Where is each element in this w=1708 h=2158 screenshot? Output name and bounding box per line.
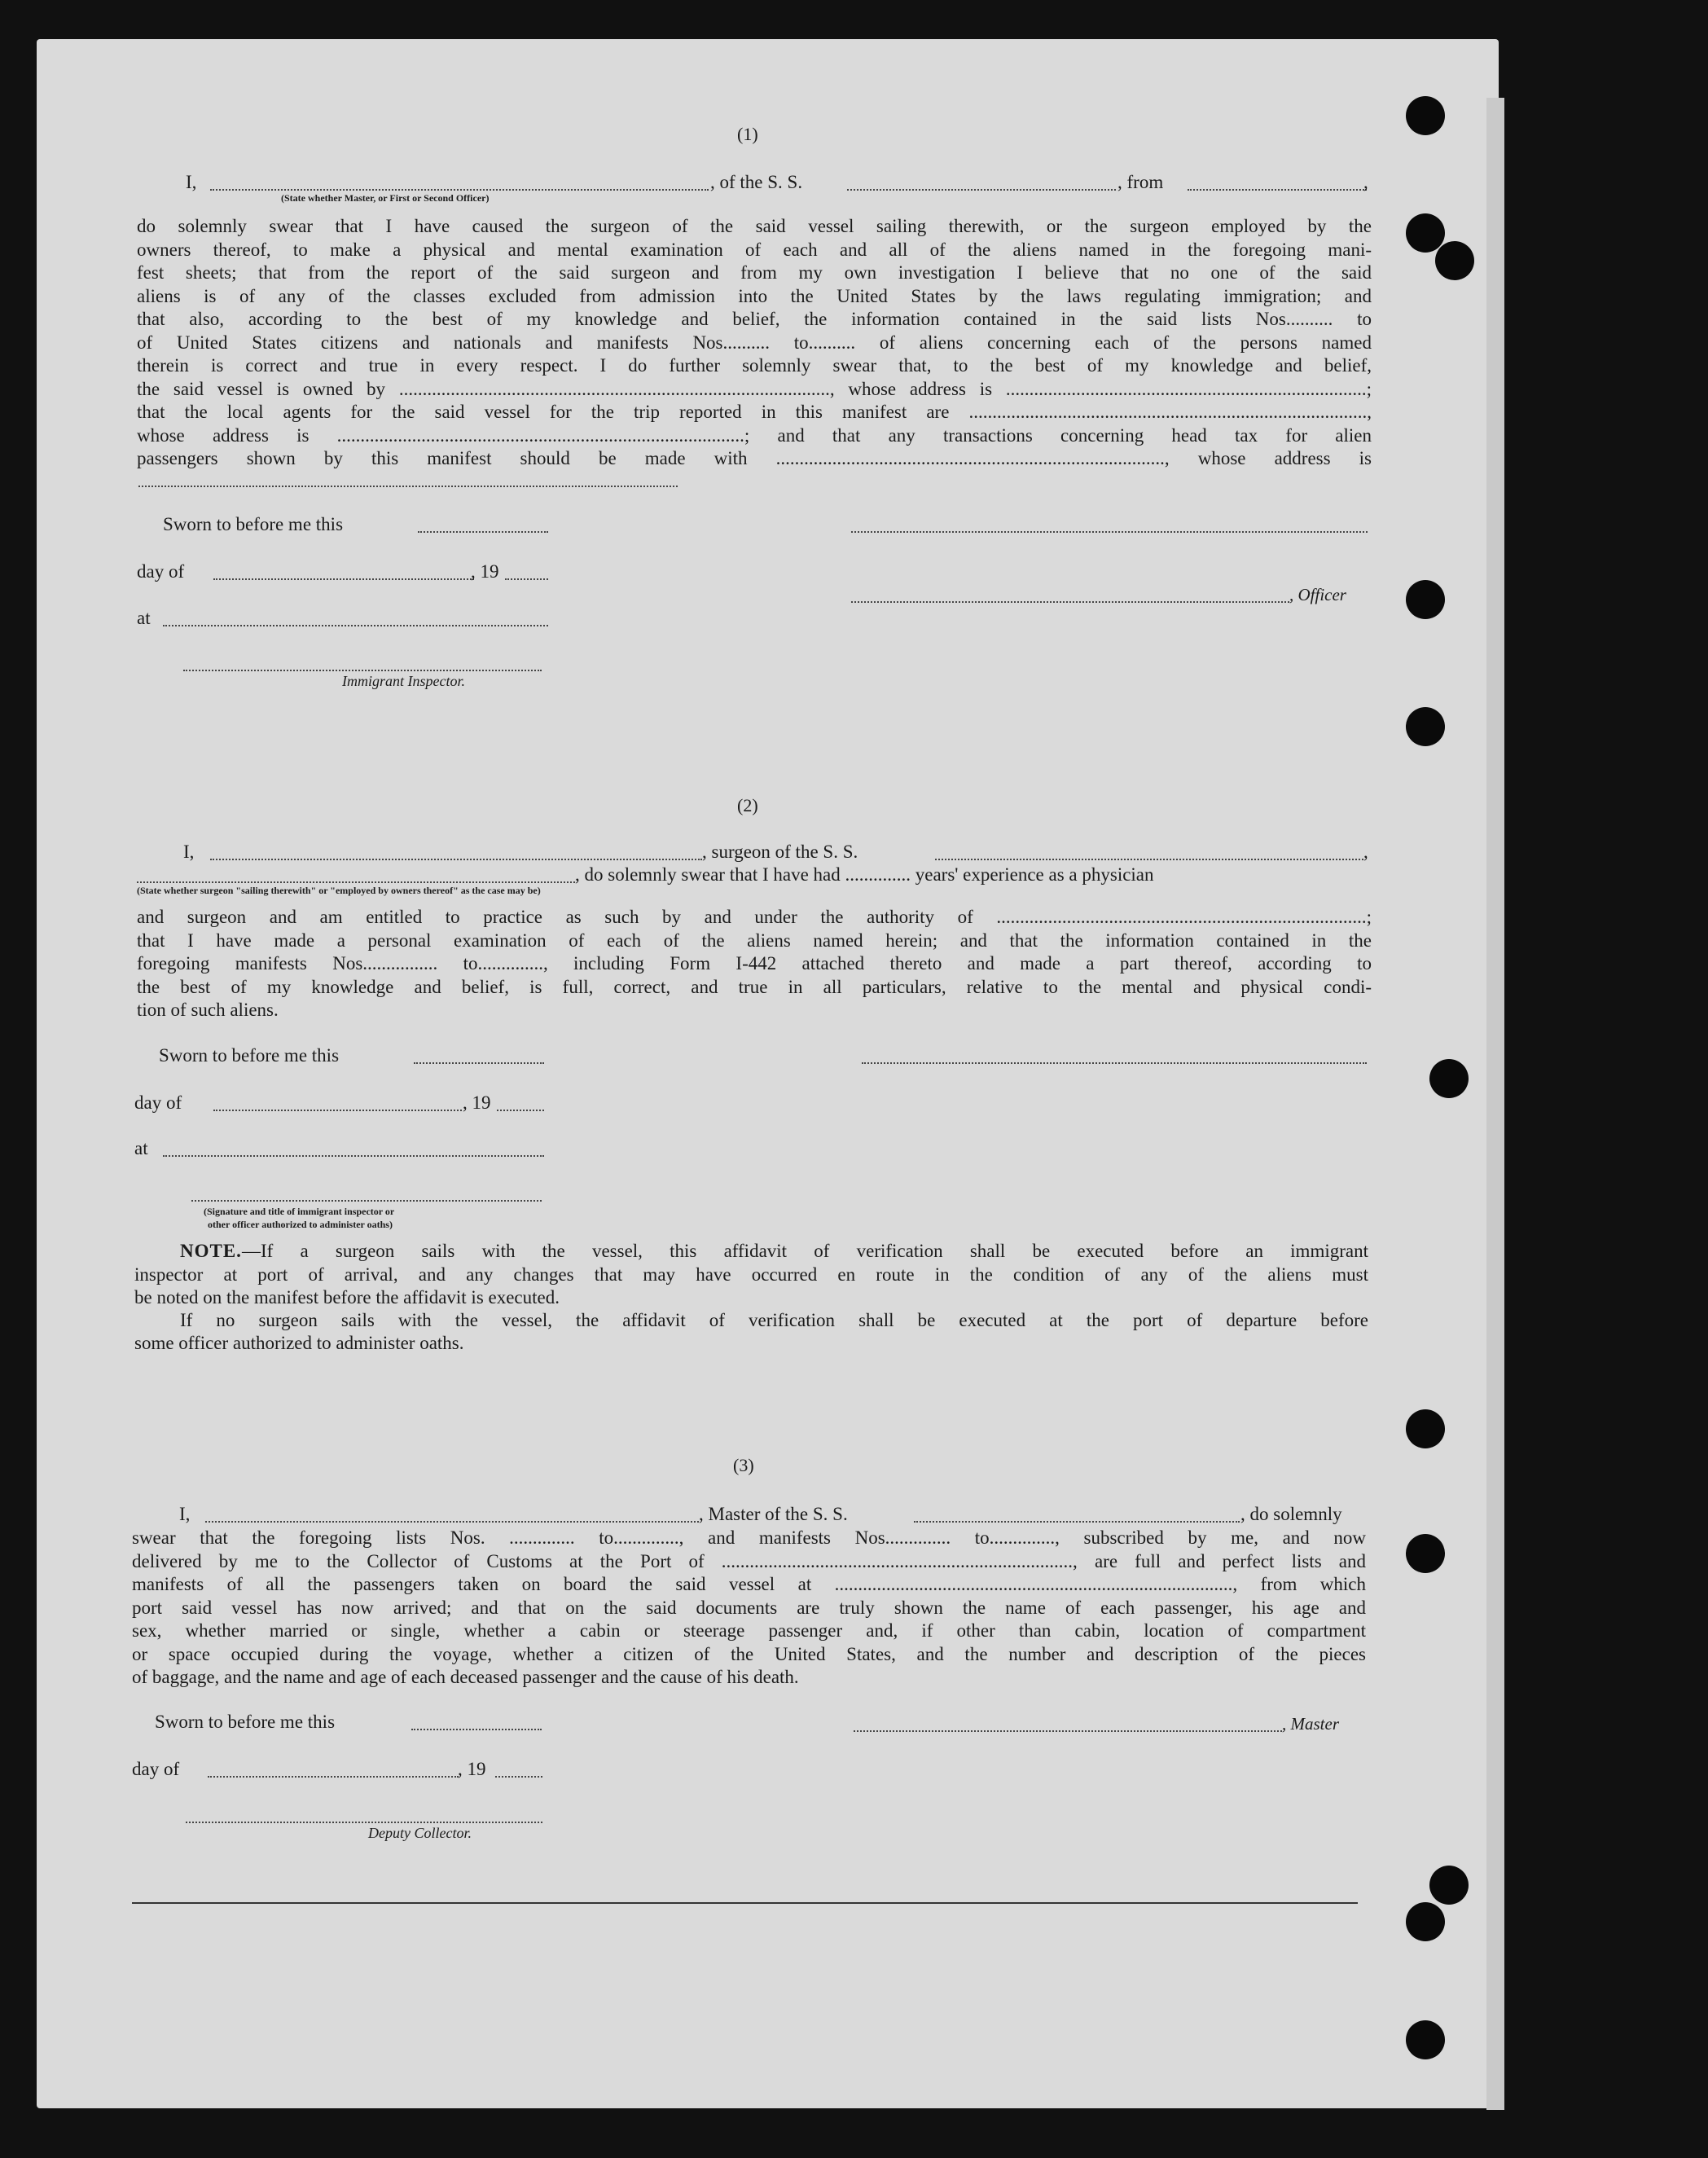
swear-line: , do solemnly swear that I have had .............. years' experience as a physician <box>575 864 1154 885</box>
punch-hole <box>1406 96 1445 135</box>
surgeon-label: , surgeon of the S. S. <box>702 842 858 862</box>
inspector-label: Immigrant Inspector. <box>342 673 465 689</box>
fill-line <box>495 1776 542 1778</box>
punch-hole <box>1406 213 1445 253</box>
fill-line <box>851 531 1368 533</box>
fill-line <box>1188 189 1367 191</box>
text-line: the best of my knowledge and belief, is full, correct, and true in all particulars, relative to the mental and physical condi- <box>137 976 1372 997</box>
text-line: owners thereof, to make a physical and mental examination of each and all of the aliens named in the foregoing mani- <box>137 239 1372 260</box>
fill-line <box>138 486 678 487</box>
trailing-comma: , <box>1363 842 1368 862</box>
text-line: tion of such aliens. <box>137 1000 279 1020</box>
punch-hole <box>1406 1902 1445 1941</box>
text-line: foregoing manifests Nos................ to.............., including Form I-442 attached thereto and made a part thereof, according to <box>137 953 1372 974</box>
sworn-label: Sworn to before me this <box>155 1712 336 1732</box>
signature-note: (Signature and title of immigrant inspector or <box>204 1206 395 1217</box>
bottom-rule <box>132 1902 1358 1904</box>
title-note: (State whether Master, or First or Second Officer) <box>281 192 490 204</box>
fill-line <box>205 1521 699 1523</box>
sworn-label: Sworn to before me this <box>163 514 344 534</box>
text-line: fest sheets; that from the report of the said surgeon and from my own investigation I believe that no one of the said <box>137 262 1372 283</box>
day-of-label: day of <box>134 1092 182 1113</box>
oath-prefix: I, <box>179 1504 191 1524</box>
fill-line <box>213 578 474 580</box>
at-label: at <box>137 608 151 628</box>
fill-line <box>505 578 548 580</box>
text-line: therein is correct and true in every respect. I do further solemnly swear that, to the best of my knowledge and belief, <box>137 355 1372 376</box>
text-line: of baggage, and the name and age of each deceased passenger and the cause of his death. <box>132 1667 799 1687</box>
text-line: some officer authorized to administer oaths. <box>134 1333 464 1353</box>
note-text <box>134 1240 1368 1286</box>
text-line: —If a surgeon sails with the vessel, this affidavit of verification shall be executed before an immigrant <box>241 1241 1368 1261</box>
text-line: of United States citizens and nationals and manifests Nos.......... to.......... of aliens concerning each of the persons named <box>137 332 1372 353</box>
oath-prefix: I, <box>183 842 195 862</box>
surgeon-signature-line <box>862 1062 1367 1064</box>
year-label: , 19 <box>458 1759 486 1779</box>
oath-prefix: I, <box>186 172 197 192</box>
text-line: do solemnly swear that I have caused the surgeon of the said vessel sailing therewith, or the surgeon employed by the <box>137 216 1372 236</box>
signature-note: other officer authorized to administer oaths) <box>208 1219 393 1230</box>
day-of-label: day of <box>132 1759 180 1779</box>
text-line: If no surgeon sails with the vessel, the affidavit of verification shall be executed at the port of departure before <box>180 1310 1368 1330</box>
fill-line <box>411 1729 542 1730</box>
sworn-label: Sworn to before me this <box>159 1045 340 1066</box>
from-label: , from <box>1117 172 1164 192</box>
fill-line <box>163 625 548 626</box>
at-label: at <box>134 1138 148 1158</box>
text-line: the said vessel is owned by ............................................................................................, whose address is .............................................................................; <box>137 378 1372 399</box>
fill-line <box>137 881 575 883</box>
punch-hole <box>1429 1866 1469 1905</box>
collector-label: Deputy Collector. <box>368 1825 472 1841</box>
text-line: delivered by me to the Collector of Customs at the Port of ..........................................................................., are full and perfect lists and <box>132 1550 1366 1571</box>
year-label: , 19 <box>471 561 499 582</box>
officer-signature-line <box>851 601 1289 603</box>
punch-hole <box>1406 1534 1445 1573</box>
text-line: and surgeon and am entitled to practice as such by and under the authority of ...............................................................................; <box>137 907 1372 927</box>
master-label: , Master of the S. S. <box>699 1504 848 1524</box>
fill-line <box>418 531 548 533</box>
section-3-number: (3) <box>733 1455 754 1475</box>
fill-line <box>497 1110 544 1111</box>
signature-line <box>186 1822 542 1823</box>
page-edge <box>1486 98 1504 2110</box>
status-note: (State whether surgeon "sailing therewith" or "employed by owners thereof" as the case may be) <box>137 885 541 896</box>
signature-line <box>183 670 542 671</box>
fill-line <box>847 189 1116 191</box>
section-3-oath-text <box>132 1527 1366 1666</box>
text-line: whose address is .......................................................................................; and that any transactions concerning head tax for alien <box>137 424 1372 446</box>
master-label-sign: , Master <box>1282 1714 1339 1734</box>
note-label: NOTE. <box>180 1241 242 1261</box>
text-line: manifests of all the passengers taken on board the said vessel at ....................................................................................., from which <box>132 1574 1366 1594</box>
trailing-comma: , <box>1363 172 1368 192</box>
section-1-oath-text <box>137 215 1372 471</box>
text-line: be noted on the manifest before the affidavit is executed. <box>134 1287 560 1308</box>
text-line: passengers shown by this manifest should be made with ..................................................................................., whose address is <box>137 448 1372 468</box>
text-line: that the local agents for the said vessel for the trip reported in this manifest are ....................................................................................., <box>137 402 1372 422</box>
punch-hole <box>1435 241 1474 280</box>
fill-line <box>163 1155 544 1157</box>
punch-hole <box>1406 1409 1445 1448</box>
text-line: sex, whether married or single, whether a cabin or steerage passenger and, if other than cabin, location of compartment <box>132 1620 1366 1641</box>
text-line: or space occupied during the voyage, whether a citizen of the United States, and the number and description of the pieces <box>132 1643 1366 1664</box>
punch-hole <box>1406 707 1445 746</box>
master-signature-line <box>854 1730 1282 1732</box>
fill-line <box>208 1776 459 1778</box>
solemnly-label: , do solemnly <box>1240 1504 1342 1524</box>
punch-hole <box>1406 580 1445 619</box>
fill-line <box>914 1521 1240 1523</box>
section-2-number: (2) <box>737 795 758 815</box>
note-text <box>180 1309 1368 1333</box>
text-line: swear that the foregoing lists Nos. .............. to.............., and manifests Nos.............. to.............., subscribed by me, and now <box>132 1527 1366 1548</box>
year-label: , 19 <box>463 1092 491 1113</box>
fill-line <box>210 859 702 860</box>
fill-line <box>935 859 1363 860</box>
fill-line <box>414 1062 544 1064</box>
day-of-label: day of <box>137 561 185 582</box>
text-line: that also, according to the best of my knowledge and belief, the information contained in the said lists Nos.......... to <box>137 309 1372 329</box>
officer-label: , Officer <box>1289 585 1346 604</box>
text-line: aliens is of any of the classes excluded from admission into the United States by the laws regulating immigration; and <box>137 285 1372 306</box>
punch-hole <box>1429 1059 1469 1098</box>
fill-line <box>213 1110 462 1111</box>
fill-line <box>210 189 709 191</box>
text-line: port said vessel has now arrived; and that on the said documents are truly shown the name of each passenger, his age and <box>132 1597 1366 1618</box>
vessel-label: , of the S. S. <box>710 172 803 192</box>
text-line: that I have made a personal examination of each of the aliens named herein; and that the information contained in the <box>137 930 1372 951</box>
text-line: inspector at port of arrival, and any changes that may have occurred en route in the condition of any of the aliens must <box>134 1264 1368 1285</box>
punch-hole <box>1406 2020 1445 2059</box>
section-2-oath-text <box>137 906 1372 999</box>
signature-line <box>191 1200 542 1202</box>
section-1-number: (1) <box>737 124 758 144</box>
